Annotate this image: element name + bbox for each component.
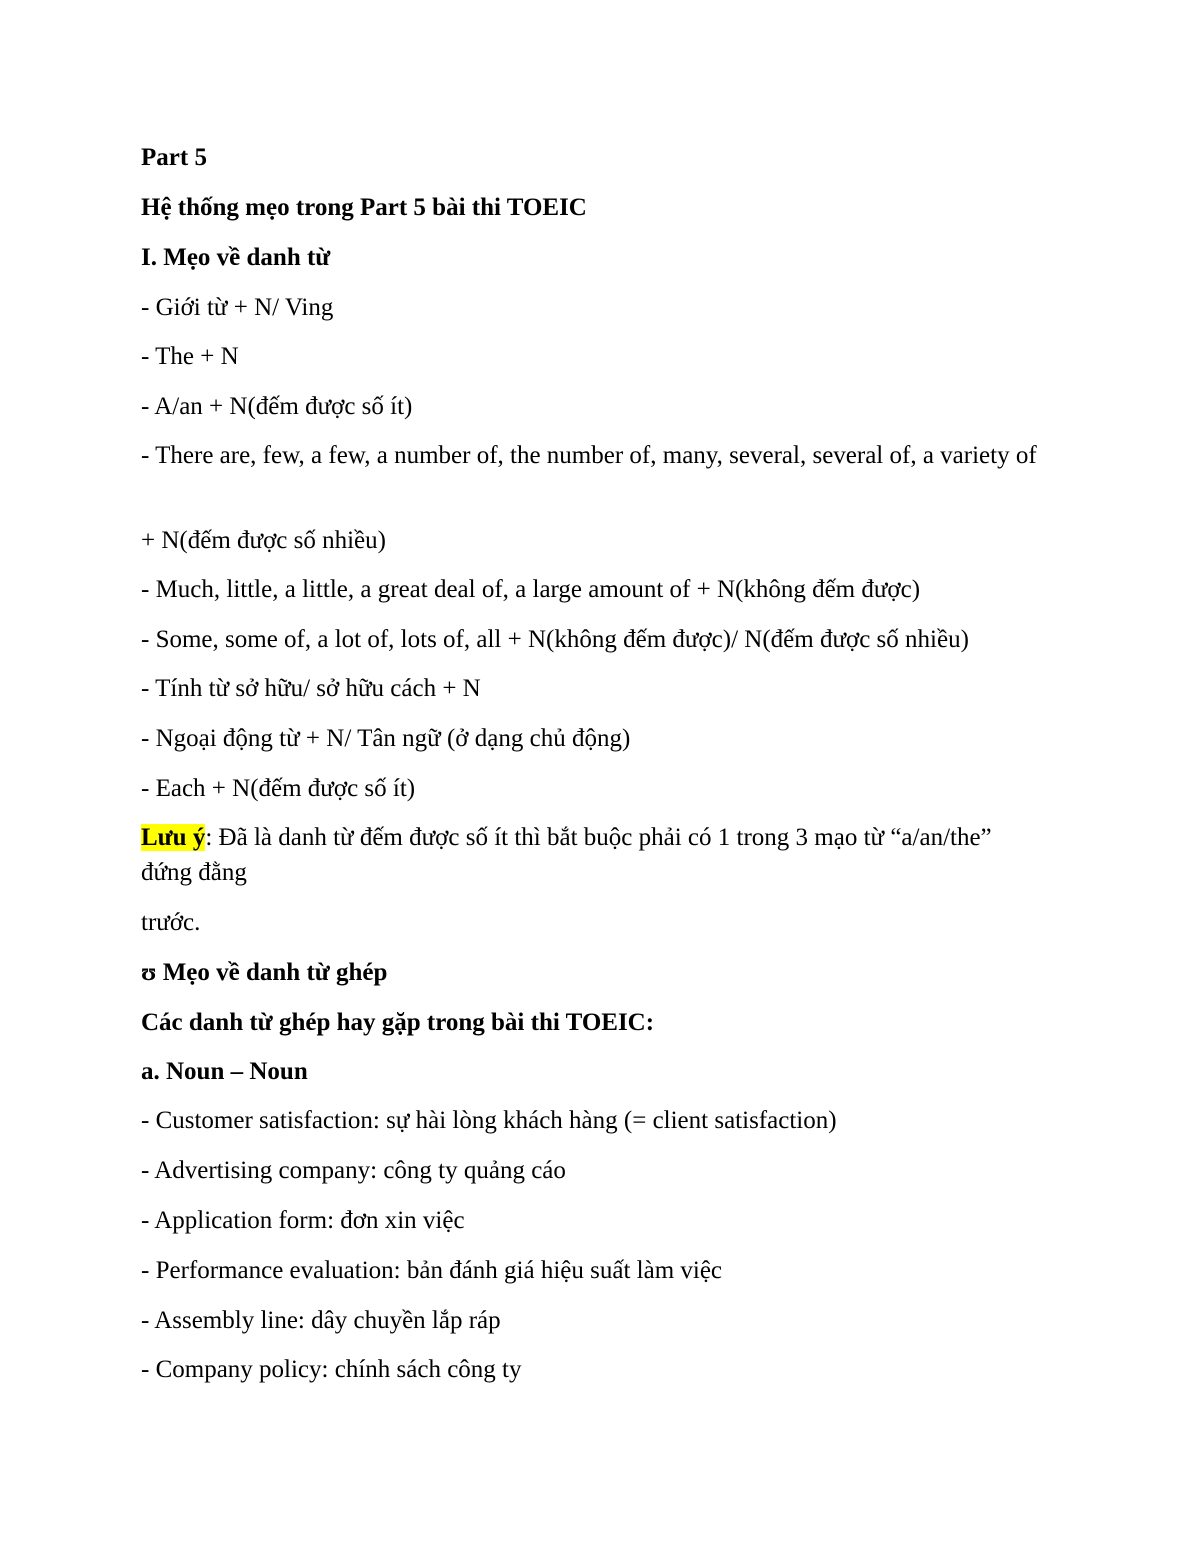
document-title: Part 5	[141, 144, 207, 171]
note-label: Lưu ý	[141, 824, 206, 851]
document-subtitle: Hệ thống mẹo trong Part 5 bài thi TOEIC	[141, 194, 587, 221]
note-continuation: trước.	[141, 909, 201, 936]
compound-example: - Customer satisfaction: sự hài lòng khách hàng (= client satisfaction)	[141, 1107, 837, 1134]
noun-rule: - Much, little, a little, a great deal of, a large amount of + N(không đếm được)	[141, 576, 921, 603]
compound-example: - Assembly line: dây chuyền lắp ráp	[141, 1307, 501, 1334]
compound-example: - Company policy: chính sách công ty	[141, 1356, 522, 1383]
section-heading-nouns: I. Mẹo về danh từ	[141, 244, 331, 271]
noun-rule: - Ngoại động từ + N/ Tân ngữ (ở dạng chủ động)	[141, 725, 631, 752]
compound-heading	[141, 955, 387, 990]
noun-rule: + N(đếm được số nhiều)	[141, 527, 386, 554]
compound-intro: Các danh từ ghép hay gặp trong bài thi TOEIC:	[141, 1009, 655, 1036]
noun-rule: - The + N	[141, 343, 239, 370]
compound-heading-text: Mẹo về danh từ ghép	[156, 959, 388, 986]
compound-example: - Advertising company: công ty quảng cáo	[141, 1157, 566, 1184]
bullet-icon: ʊ	[141, 959, 157, 986]
noun-rule: - Each + N(đếm được số ít)	[141, 775, 416, 802]
noun-rule: - There are, few, a few, a number of, the number of, many, several, several of, a variety of	[141, 442, 1037, 469]
compound-example: - Application form: đơn xin việc	[141, 1207, 465, 1234]
noun-rule: - Some, some of, a lot of, lots of, all + N(không đếm được)/ N(đếm được số nhiều)	[141, 626, 969, 653]
compound-example: - Performance evaluation: bản đánh giá hiệu suất làm việc	[141, 1257, 723, 1284]
noun-rule: - A/an + N(đếm được số ít)	[141, 393, 413, 420]
note-paragraph	[141, 820, 1041, 890]
note-text: : Đã là danh từ đếm được số ít thì bắt buộc phải có 1 trong 3 mạo từ “a/an/the” đứng đằng	[141, 824, 992, 886]
noun-rule: - Giới từ + N/ Ving	[141, 294, 334, 321]
subsection-noun-noun: a. Noun – Noun	[141, 1058, 308, 1085]
noun-rule: - Tính từ sở hữu/ sở hữu cách + N	[141, 675, 481, 702]
